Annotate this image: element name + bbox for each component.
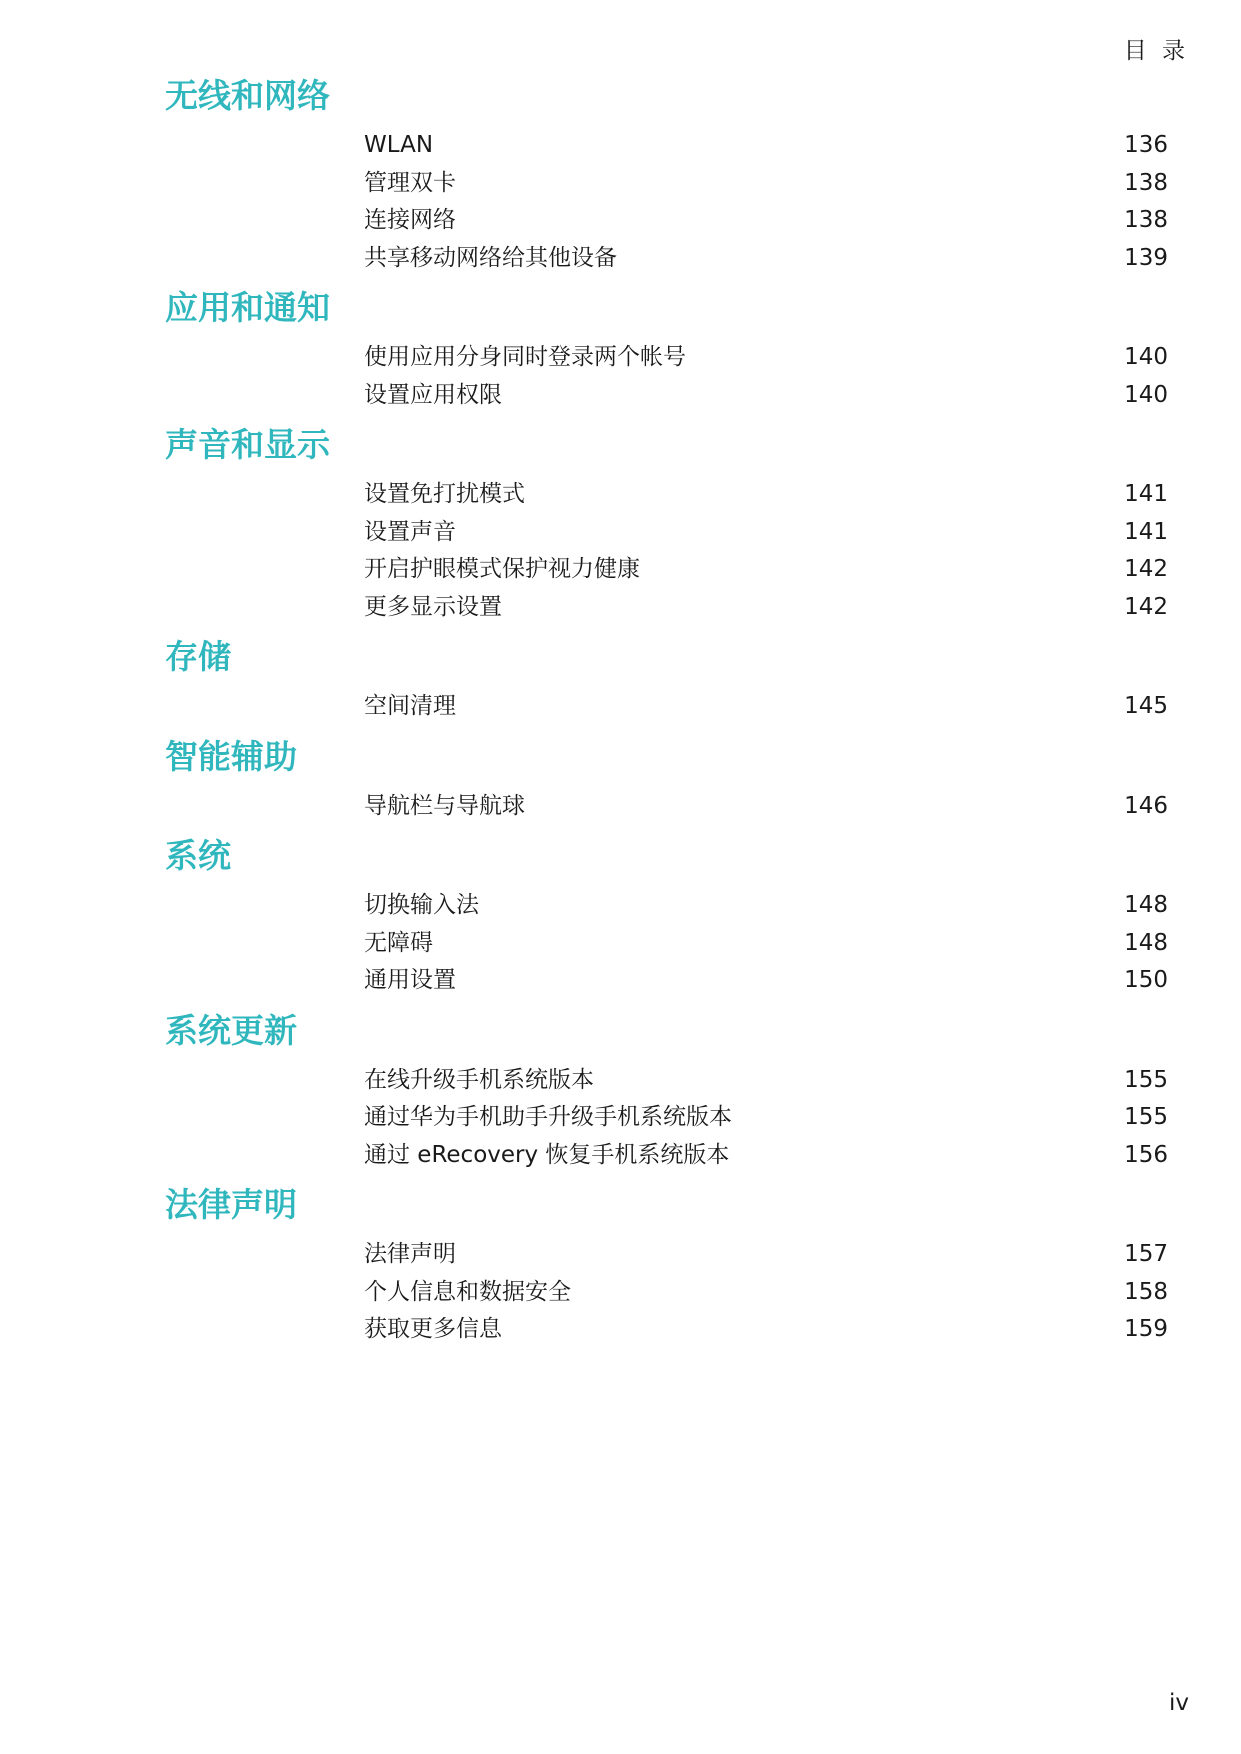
toc-entry-list — [0, 1062, 1241, 1175]
toc-entry-label: 法律声明 — [364, 1241, 456, 1267]
toc-entry[interactable] — [0, 688, 1241, 726]
toc-entry-label: 连接网络 — [364, 207, 456, 233]
toc-entry-page-number: 157 — [1124, 1241, 1168, 1267]
toc-entry-page-number: 155 — [1124, 1066, 1168, 1093]
toc-entry[interactable] — [0, 127, 1241, 165]
toc-entry-page-number: 146 — [1124, 792, 1168, 819]
toc-entry-label: 设置应用权限 — [364, 381, 502, 408]
toc-section — [0, 422, 1241, 626]
toc-entry-list — [0, 887, 1241, 1000]
toc-entry[interactable] — [0, 240, 1241, 278]
toc-section — [0, 734, 1241, 826]
toc-entry-page-number: 150 — [1124, 967, 1168, 993]
toc-entry-page-number: 138 — [1124, 169, 1168, 196]
toc-entry-page-number: 156 — [1124, 1141, 1168, 1168]
toc-entry-label: 共享移动网络给其他设备 — [364, 244, 617, 271]
toc-entry-list — [0, 688, 1241, 726]
toc-entry-label: 设置声音 — [364, 518, 456, 545]
toc-entry-list — [0, 339, 1241, 414]
toc-entry-label: 使用应用分身同时登录两个帐号 — [364, 344, 686, 370]
toc-entry-page-number: 139 — [1124, 244, 1168, 271]
toc-entry-label: 通过 eRecovery 恢复手机系统版本 — [364, 1141, 730, 1168]
toc-entry-page-number: 140 — [1124, 381, 1168, 408]
toc-section-title[interactable]: 法律声明 — [165, 1185, 297, 1224]
table-of-contents — [0, 73, 1241, 1357]
toc-entry[interactable] — [0, 1274, 1241, 1312]
toc-entry-page-number: 136 — [1124, 132, 1168, 158]
toc-entry[interactable] — [0, 925, 1241, 963]
toc-entry-page-number: 141 — [1124, 481, 1168, 507]
toc-entry-label: 通过华为手机助手升级手机系统版本 — [364, 1104, 732, 1130]
toc-entry-label: 在线升级手机系统版本 — [364, 1066, 594, 1093]
toc-section — [0, 1008, 1241, 1175]
toc-entry-label: WLAN — [364, 132, 434, 158]
toc-entry[interactable] — [0, 551, 1241, 589]
toc-entry-label: 开启护眼模式保护视力健康 — [364, 556, 640, 582]
toc-entry[interactable] — [0, 1236, 1241, 1274]
toc-section — [0, 73, 1241, 277]
toc-section-title[interactable]: 智能辅助 — [165, 736, 297, 776]
toc-section-title[interactable]: 无线和网络 — [165, 76, 330, 115]
toc-entry-list — [0, 127, 1241, 277]
toc-entry-label: 获取更多信息 — [364, 1316, 502, 1342]
toc-entry[interactable] — [0, 476, 1241, 514]
toc-entry-label: 设置免打扰模式 — [364, 481, 525, 507]
toc-section — [0, 634, 1241, 726]
toc-entry-label: 切换输入法 — [364, 892, 479, 918]
toc-entry[interactable] — [0, 788, 1241, 826]
toc-entry-label: 空间清理 — [364, 693, 456, 719]
toc-entry-label: 个人信息和数据安全 — [364, 1278, 571, 1305]
toc-entry-page-number: 159 — [1124, 1316, 1168, 1342]
toc-entry-list — [0, 476, 1241, 626]
toc-entry-page-number: 142 — [1124, 593, 1168, 620]
toc-entry-label: 通用设置 — [364, 967, 456, 993]
toc-entry[interactable] — [0, 962, 1241, 1000]
toc-entry-page-number: 148 — [1124, 892, 1168, 918]
toc-entry[interactable] — [0, 165, 1241, 203]
toc-entry[interactable] — [0, 1062, 1241, 1100]
page-header-title: 目 录 — [1123, 38, 1189, 64]
page-number: iv — [1168, 1690, 1189, 1716]
toc-entry[interactable] — [0, 1099, 1241, 1137]
toc-entry-list — [0, 788, 1241, 826]
toc-entry-page-number: 140 — [1124, 344, 1168, 370]
toc-entry-label: 管理双卡 — [364, 169, 456, 196]
toc-entry-page-number: 141 — [1124, 518, 1168, 545]
toc-section — [0, 1182, 1241, 1349]
toc-entry-list — [0, 1236, 1241, 1349]
toc-section — [0, 285, 1241, 414]
toc-entry[interactable] — [0, 1311, 1241, 1349]
toc-entry-page-number: 138 — [1124, 207, 1168, 233]
toc-section-title[interactable]: 存储 — [165, 637, 231, 676]
toc-entry-page-number: 155 — [1124, 1104, 1168, 1130]
toc-entry[interactable] — [0, 377, 1241, 415]
toc-entry-label: 无障碍 — [364, 929, 433, 956]
toc-entry-label: 更多显示设置 — [364, 593, 502, 620]
toc-entry-page-number: 158 — [1124, 1278, 1168, 1305]
toc-entry-label: 导航栏与导航球 — [364, 792, 525, 819]
toc-section-title[interactable]: 系统 — [165, 836, 231, 875]
toc-entry[interactable] — [0, 514, 1241, 552]
toc-section-title[interactable]: 系统更新 — [165, 1010, 297, 1050]
toc-entry-page-number: 145 — [1124, 693, 1168, 719]
toc-entry[interactable] — [0, 202, 1241, 240]
toc-section-title[interactable]: 应用和通知 — [165, 288, 330, 327]
toc-entry[interactable] — [0, 887, 1241, 925]
toc-entry[interactable] — [0, 1137, 1241, 1175]
toc-entry-page-number: 142 — [1124, 556, 1168, 582]
toc-entry[interactable] — [0, 589, 1241, 627]
toc-section — [0, 833, 1241, 1000]
toc-entry[interactable] — [0, 339, 1241, 377]
toc-entry-page-number: 148 — [1124, 929, 1168, 956]
toc-section-title[interactable]: 声音和显示 — [165, 425, 330, 464]
